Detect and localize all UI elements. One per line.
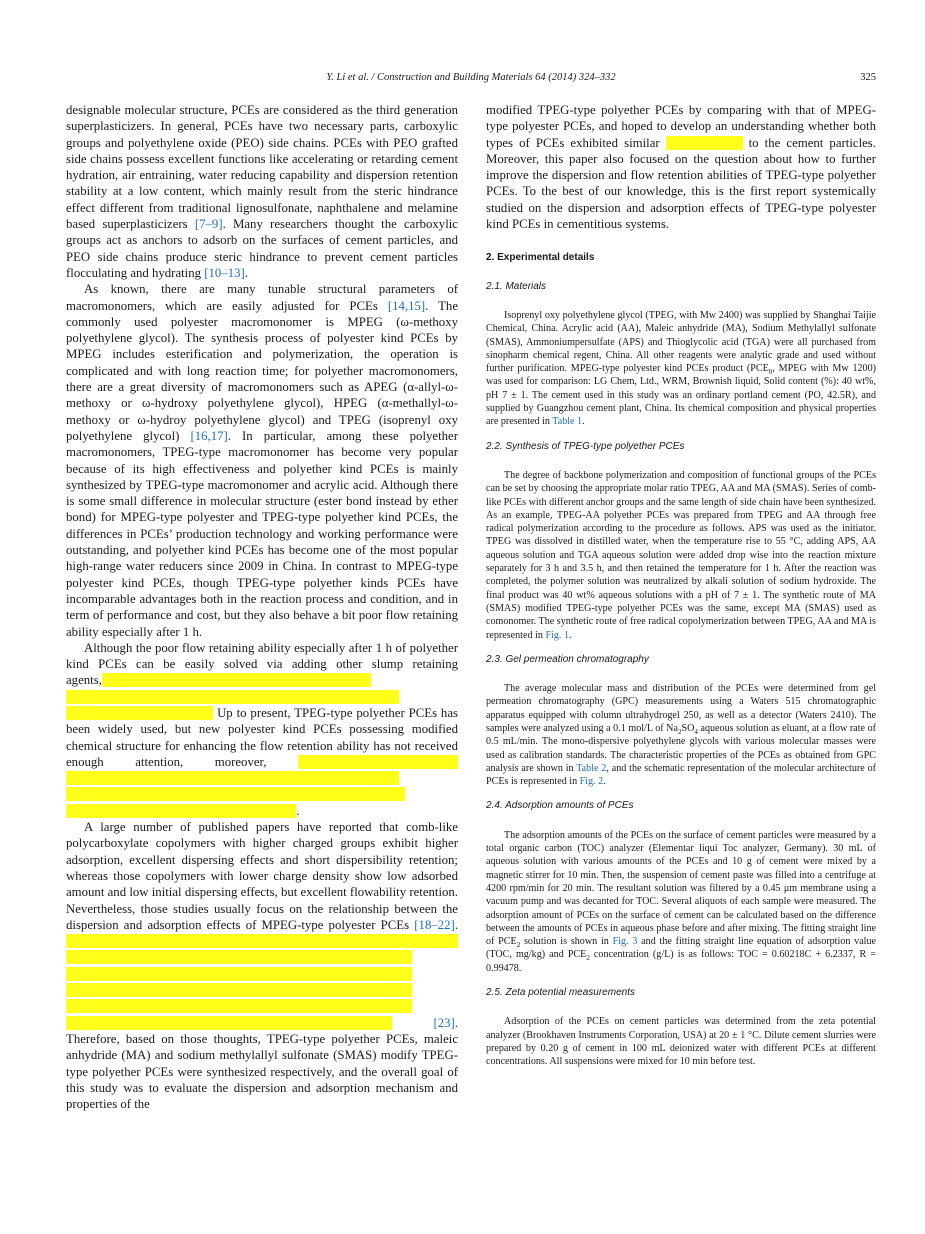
subsection-heading: 2.5. Zeta potential measurements — [486, 987, 635, 999]
figure-link[interactable]: Fig. 2 — [579, 776, 604, 788]
paragraph: The average molecular mass and distribution of the PCEs were determined from gel permeation chromatography (GPC) measurements using a Waters 515 chromatographic apparatus equipped with column ultrahydrogel 250, as well as a detector (Waters 2410). The samples were analyzed using a 0.1 mol/L of $Na_2SO_4$ aqueous solution as eluant, at a flow rate of 0.5 mL/min. The mono-dispersive polyethylene glycols with various molecular masses were used as calibration standards. The characteristic properties of the PCEs as obtained from GPC analysis are shown in Table 2, and the schematic representation of the molecular architecture of PCEs is represented in Fig. 2. — [486, 683, 876, 788]
paragraph: Adsorption of the PCEs on cement particles was determined from the zeta potential analyzer (Brookhaven Instruments Corporation, USA) at 20 ± 1 °C. Dilute cement slurries were prepared by 0.20 g of cement in 100 mL deionized water with different PCEs at different concentrations. All suspensions were mixed for 10 min before test. — [486, 1016, 876, 1068]
paragraph: designable molecular structure, PCEs are considered as the third generation superplasticizers. In general, PCEs have two necessary parts, carboxylic groups and polyethylene oxide (PEO) side chains. PCEs with PEO grafted side chains possess excellent functions like accelerating or retarding cement hydration, air entraining, water reducing capability and dispersion retention stability at a low content, which mainly result from the steric hindrance effect different from traditional lignosulfonate, naphthalene and melamine based superplasticizers [7–9]. Many researchers thought the carboxylic groups act as anchors to adsorb on the surfaces of cement particles, and PEO side chains produce steric hindrance to prevent cement particles flocculating and hydrating [10–13]. — [66, 103, 458, 280]
section-body — [486, 682, 876, 788]
citation-link[interactable]: [10–13] — [204, 265, 245, 280]
running-header — [66, 72, 876, 88]
subsection-heading: 2.1. Materials — [486, 280, 547, 292]
paragraph: The adsorption amounts of the PCEs on the surface of cement particles were measured by a total organic carbon (TOC) analyzer (Elementar liqui Toc analyzer, Germany). 30 mL of aqueous solution with various amounts of the PCEs and 10 g of cement were mixed by a magnetic stirrer for 10 min. Then, the suspension of cement paste was filled into a centrifuge at 4200 rpm/min for 20 min. The resultant solution was filtered by a 0.45 μm membrane using a vacuum pump and was decanted for TOC. Several aliquots of each sample were measured. The adsorption amount of PCEs on the surface of cement can be calculated based on the difference between the amounts of PCEs in aqueous phase before and after mixing. The fitting straight line of $PCE_2$ solution is shown in Fig. 3 and the fitting straight line equation of adsorption value (TOC, mg/kg) and $PCE_2$ concentration (g/L) is as follows: TOC = 0.60218C + 6.2337, R = 0.99478. — [486, 829, 876, 974]
table-link[interactable]: Table 1 — [552, 416, 583, 428]
paragraph: A large number of published papers have reported that comb-like polycarboxylate copolymers with higher charged groups exhibit higher adsorption, excellent dispersing effects and short dispersibility retention; whereas those copolymers with lower charge density show low adsorbed amount and low initial dispersing effects, but excellent flowability retention. Nevertheless, those studies usually focus on the relationship between the dispersion and adsorption effects of MPEG-type polyester PCEs [18–22]. [23]. Therefore, based on those thoughts, TPEG-type polyether PCEs, maleic anhydride (MA) and sodium methylallyl sulfonate (SMAS) modify TPEG-type polyether PCEs were synthesized respectively, and the overall goal of this study was to evaluate the dispersion and adsorption mechanism and properties of the — [66, 820, 459, 1112]
right-column — [486, 102, 876, 1069]
paragraph: As known, there are many tunable structural parameters of macromonomers, which are easily adjusted for PCEs [14,15]. The commonly used polyester macromonomer is MPEG (ω-methoxy polyethylene glycol). The synthesis process of polyester kind PCEs by MPEG includes esterification and polymerization, the operation is complicated and with long reaction time; for polyether macromonomers, there are a great diversity of macromonomers such as APEG (α-allyl-ω-methoxy or ω-hydroxy polyethylene glycol), HPEG (α-methallyl-ω-methoxy or ω-hydroy polyethylene glycol) and TPEG (isoprenyl oxy polyethylene glycol) [16,17]. In particular, among these polyether macromonomers, TPEG-type macromonomer has become very popular because of its high effectiveness and polyether kind PCEs is mainly synthesized by TPEG-type macromonomer and acrylic acid. Although there is some small difference in molecular structure (ester bond instead by ether bond) for MPEG-type polyester and TPEG-type polyether kind PCEs, the differences in PCEs’ production technology and working performance were outstanding, and polyether kind PCEs has become one of the most popular high-range water reducers since 2009 in China. In contrast to MPEG-type polyester kind PCEs, though TPEG-type polyether kinds PCEs have incomparable advantages both in the reaction process and condition, and in term of performance and cost, but they also behave a bit poor flow retaining ability especially after 1 h. — [66, 282, 458, 639]
paragraph: Although the poor flow retaining ability especially after 1 h of polyether kind PCEs can be easily solved via adding other slump retaining agents, Up to present, TPEG-type polyether PCEs has been widely used, but new polyester kind PCEs possessing modified chemical structure for enhancing the flow retention ability has not received enough attention, moreover, . — [66, 640, 458, 818]
citation-link[interactable]: [23] — [433, 1015, 455, 1030]
subsection-heading: 2.2. Synthesis of TPEG-type polyether PCEs — [486, 440, 685, 452]
section-heading: 2. Experimental details — [486, 252, 595, 264]
paragraph: Isoprenyl oxy polyethylene glycol (TPEG, with Mw 2400) was supplied by Shanghai Taijie Chemical, China. Acrylic acid (AA), Maleic anhydride (MA), Sodium Methylallyl sulfonate (SMAS), Ammoniumpersulfate (APS) and Thioglycolic acid (TGA) were all purchased from sinopharm chemical regent, China. All other reagents were analytic grade and used without further purification. MPEG-type polyester kind PCEs product ($PCE_0$, MPEG with Mw 1200) was used for comparison: LG Chem, Ltd., WRM, Brownish liquid, Solid content (%): 40 wt%, pH 7 ± 1. The cement used in this study was an ordinary portland cement (PO, 42.5R), and supplied by Guangzhou cement plant, China. Its chemical composition and physical properties are presented in Table 1. — [486, 309, 876, 428]
section-body — [486, 309, 876, 429]
running-title: Y. Li et al. / Construction and Building Materials 64 (2014) 324–332 — [326, 72, 616, 83]
redaction-highlight — [666, 136, 743, 150]
subsection-heading: 2.3. Gel permeation chromatography — [486, 653, 649, 665]
citation-link[interactable]: [14,15] — [387, 298, 426, 313]
section-body — [486, 469, 876, 642]
section-body — [486, 829, 876, 975]
table-link[interactable]: Table 2 — [576, 762, 607, 774]
subsection-heading: 2.4. Adsorption amounts of PCEs — [486, 800, 634, 812]
figure-link[interactable]: Fig. 1 — [545, 629, 569, 641]
page-number: 325 — [860, 72, 876, 83]
left-column — [66, 102, 458, 1112]
citation-link[interactable]: [16,17] — [190, 428, 228, 443]
citation-link[interactable]: [7–9] — [194, 217, 223, 232]
paragraph: modified TPEG-type polyether PCEs by comparing with that of MPEG-type polyester PCEs, and hoped to develop an understanding whether both types of PCEs exhibited similar to the cement particles. Moreover, this paper also focused on the question about how to further improve the dispersion and flow retention abilities of TPEG-type polyether PCEs. To the best of our knowledge, this is the first report systemically studied on the dispersion and adsorption effects of TPEG-type polyester kind PCEs in cementitious systems. — [486, 103, 876, 232]
redaction-highlight — [66, 934, 458, 1029]
citation-link[interactable]: [18–22] — [414, 917, 455, 932]
section-body — [486, 1015, 876, 1068]
paragraph: The degree of backbone polymerization and composition of functional groups of the PCEs can be set by choosing the appropriate molar ratio TPEG, AA and MA (SMAS). Series of comb-like PCEs with different anchor groups and the same length of side chain have been synthesized. As an example, TPEG-AA polyether PCEs was prepared from TPEG and AA through free radical polymerization according to the procedure as follows. APS was used as the initiator. TPEG was dissolved in distilled water, when the temperature rise to 55 °C, adding APS, AA aqueous solution and TGA aqueous solution were added drop wise into the reaction mixture separately for 3 h and 3.5 h, and then retained the temperature for 1 h. After the reaction was completed, the polymer solution was neutralized by alkali solution of sodium hydroxide. The final product was 40 wt% aqueous solutions with a pH of 7 ± 1. The synthetic route of MA (SMAS) modified TPEG-type polyether PCEs was the same, except MA (SMAS) used as comonomer. The synthetic route of free radical copolymerization between TPEG, AA and MA is represented in Fig. 1. — [486, 469, 876, 641]
figure-link[interactable]: Fig. 3 — [612, 936, 638, 948]
